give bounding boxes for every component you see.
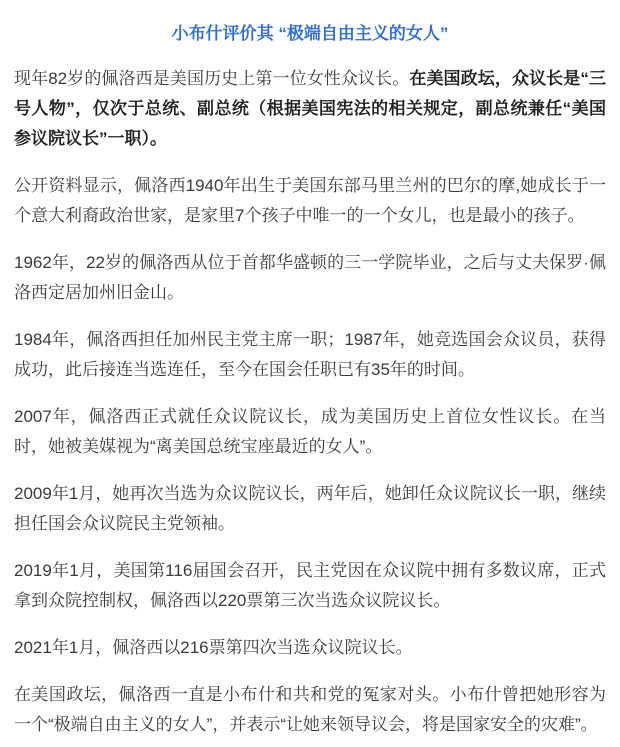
paragraph-intro-bold-run: 在美国政坛，众议长是“三号人物”，仅次于总统、副总统（根据美国宪法的相关规定，副总统兼任“美国参议院议长”一职）。 — [14, 69, 607, 148]
paragraph-1984: 1984年，佩洛西担任加州民主党主席一职；1987年，她竞选国会众议员，获得成功，此后接连当选连任，至今在国会任职已有35年的时间。 — [14, 330, 606, 379]
article-title: 小布什评价其 “极端自由主义的女人” — [171, 24, 449, 43]
paragraph-2007: 2007年，佩洛西正式就任众议院议长，成为美国历史上首位女性议长。在当时，她被美媒视为“离美国总统宝座最近的女人”。 — [14, 407, 606, 456]
paragraph-2009: 2009年1月，她再次当选为众议院议长，两年后，她卸任众议院议长一职，继续担任国会众议院民主党领袖。 — [14, 484, 606, 533]
paragraph-bush-quote: 在美国政坛，佩洛西一直是小布什和共和党的冤家对头。小布什曾把她形容为一个“极端自由主义的女人”，并表示“让她来领导议会，将是国家安全的灾难”。 — [14, 685, 606, 734]
paragraph-intro-normal-run: 现年82岁的佩洛西是美国历史上第一位女性众议长。 — [14, 69, 410, 88]
paragraph-birth: 公开资料显示，佩洛西1940年出生于美国东部马里兰州的巴尔的摩,她成长于一个意大利裔政治世家，是家里7个孩子中唯一的一个女儿，也是最小的孩子。 — [14, 176, 606, 225]
paragraph-intro — [14, 64, 606, 154]
paragraph-1962: 1962年，22岁的佩洛西从位于首都华盛顿的三一学院毕业，之后与丈夫保罗·佩洛西定居加州旧金山。 — [14, 253, 606, 302]
paragraph-2021: 2021年1月，佩洛西以216票第四次当选众议院议长。 — [14, 638, 413, 657]
paragraph-2019: 2019年1月，美国第116届国会召开，民主党因在众议院中拥有多数议席，正式拿到众院控制权，佩洛西以220票第三次当选众议院议长。 — [14, 561, 606, 610]
